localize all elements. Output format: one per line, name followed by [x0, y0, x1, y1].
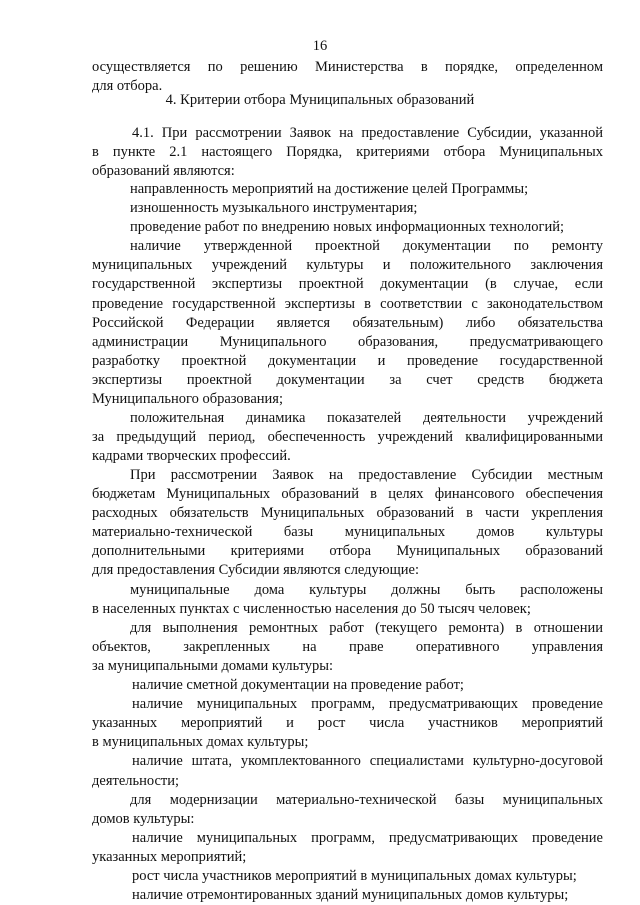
text-line: расходных обязательств Муниципальных образований в части укрепления — [92, 505, 603, 522]
text-line: материально-технической базы муниципальных домов культуры — [92, 524, 603, 541]
list-item: наличие муниципальных программ, предусматривающих проведение — [132, 696, 603, 713]
text-line: Российской Федерации является обязательным) либо обязательства — [92, 314, 603, 331]
text-line: домов культуры: — [92, 810, 195, 827]
text-line: проведение государственной экспертизы в соответствии с законодательством — [92, 295, 603, 312]
text-line: в пункте 2.1 настоящего Порядка, критериями отбора Муниципальных — [92, 144, 603, 161]
list-item: наличие сметной документации на проведение работ; — [132, 677, 464, 694]
list-item: для модернизации материально-технической базы муниципальных — [130, 791, 603, 808]
text-line: объектов, закрепленных на праве оперативного управления — [92, 638, 603, 655]
paragraph-intro — [92, 58, 603, 96]
text-line: дополнительными критериями отбора Муниципальных образований — [92, 543, 603, 560]
text-line: за предыдущий период, обеспеченность учреждений квалифицированными — [92, 429, 603, 446]
section-heading: 4. Критерии отбора Муниципальных образований — [165, 92, 475, 108]
list-item: наличие штата, укомплектованного специалистами культурно-досуговой — [132, 753, 603, 770]
text-line: образований являются: — [92, 163, 235, 180]
list-item: для выполнения ремонтных работ (текущего ремонта) в отношении — [130, 619, 603, 636]
paragraph-4-1 — [92, 124, 603, 181]
text-line: муниципальных учреждений культуры и положительного заключения — [92, 257, 603, 274]
text-line: указанных мероприятий и рост числа участников мероприятий — [92, 715, 603, 732]
list-item: направленность мероприятий на достижение целей Программы; — [130, 181, 529, 197]
text-line: разработку проектной документации и проведение государственной — [92, 352, 603, 369]
page-number: 16 — [312, 38, 328, 54]
text-line: указанных мероприятий; — [92, 848, 247, 865]
list-item: изношенность музыкального инструментария; — [130, 200, 418, 217]
text-line: бюджетам Муниципальных образований в целях финансового обеспечения — [92, 486, 603, 503]
text-line: деятельности; — [92, 772, 180, 789]
text-line: государственной экспертизы проектной документации (в случае, если — [92, 276, 603, 293]
text-line: осуществляется по решению Министерства в порядке, определенном — [92, 59, 603, 75]
text-line: для отбора. — [92, 78, 163, 95]
list-item: положительная динамика показателей деятельности учреждений — [130, 410, 603, 427]
text-line: для предоставления Субсидии являются следующие: — [92, 562, 420, 579]
criteria-list — [92, 180, 603, 466]
text-line: в муниципальных домах культуры; — [92, 734, 309, 751]
list-item: наличие муниципальных программ, предусматривающих проведение — [132, 829, 603, 846]
text-line: за муниципальными домами культуры: — [92, 657, 334, 674]
text-line: 4.1. При рассмотрении Заявок на предоставление Субсидии, указанной — [132, 125, 603, 141]
list-item: наличие утвержденной проектной документации по ремонту — [130, 238, 603, 255]
text-line: Муниципального образования; — [92, 391, 283, 408]
paragraph-additional-criteria — [92, 466, 603, 905]
list-item: рост числа участников мероприятий в муниципальных домах культуры; — [132, 867, 577, 884]
list-item: проведение работ по внедрению новых информационных технологий; — [130, 219, 564, 236]
list-item: наличие отремонтированных зданий муниципальных домов культуры; — [132, 887, 569, 904]
text-line: в населенных пунктах с численностью населения до 50 тысяч человек; — [92, 600, 531, 617]
text-line: При рассмотрении Заявок на предоставление Субсидии местным — [130, 467, 603, 483]
text-line: кадрами творческих профессий. — [92, 448, 291, 465]
text-line: администрации Муниципального образования, предусматривающего — [92, 333, 603, 350]
list-item: муниципальные дома культуры должны быть расположены — [130, 581, 603, 598]
text-line: экспертизы проектной документации за счет средств бюджета — [92, 371, 603, 388]
